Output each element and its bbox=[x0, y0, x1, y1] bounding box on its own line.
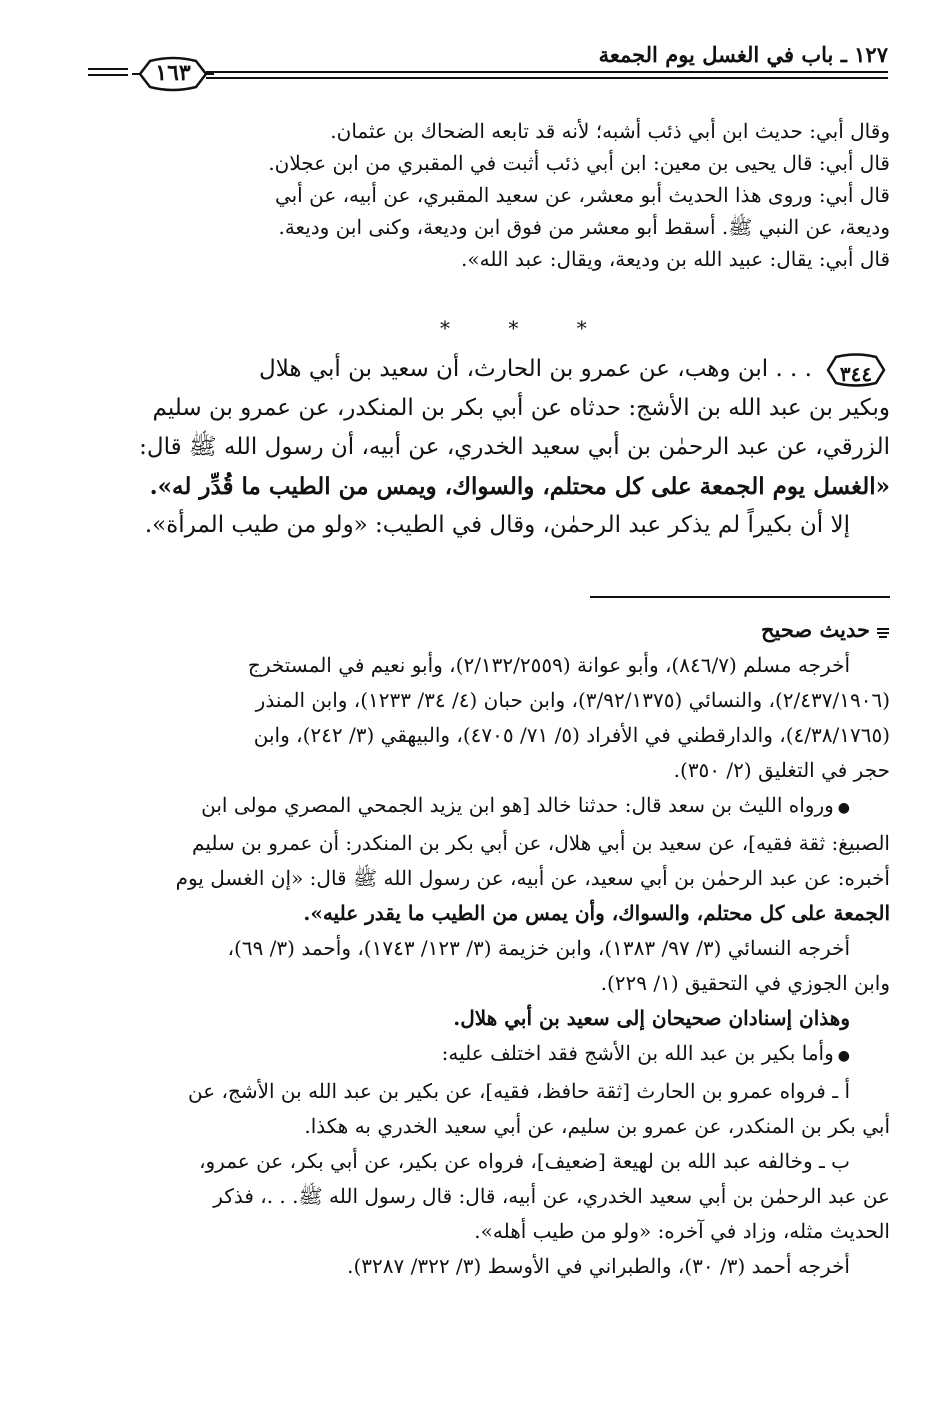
text-line: «الغسل يوم الجمعة على كل محتلم، والسواك، ويمس من الطيب ما قُدِّر له». bbox=[149, 473, 890, 500]
bullet-c-icon: ● bbox=[837, 800, 850, 816]
text-line: عن عبد الرحمٰن بن أبي سعيد الخدري، عن أبيه، قال: قال رسول الله ﷺ. . .، فذكر bbox=[213, 1184, 890, 1208]
text-line: ●وأما بكير بن عبد الله بن الأشج فقد اختلف عليه: bbox=[90, 1036, 890, 1074]
text-line: قال أبي: يقال: عبيد الله بن وديعة، ويقال: عبد الله». bbox=[461, 247, 890, 271]
text-line: إلا أن بكيراً لم يذكر عبد الرحمٰن، وقال في الطيب: «ولو من طيب المرأة». bbox=[144, 512, 850, 538]
hadith-grade: حديث صحيح bbox=[760, 617, 870, 642]
text-line: وبكير بن عبد الله بن الأشج: حدثاه عن أبي بكر بن المنكدر، عن عمرو بن سليم bbox=[152, 395, 890, 421]
pen-icon bbox=[876, 626, 890, 638]
text-line: الحديث مثله، وزاد في آخره: «ولو من طيب أهله». bbox=[474, 1219, 890, 1243]
text-line: (٤/٣٨/١٧٦٥)، والدارقطني في الأفراد (٥/ ٧١/ ٤٧٠٥)، والبيهقي (٣/ ٢٤٢)، وابن bbox=[253, 723, 890, 747]
page-number-badge bbox=[128, 55, 218, 93]
text-line: ب ـ وخالفه عبد الله بن لهيعة [ضعيف]، فرواه عن بكير، عن أبي بكر، عن عمرو، bbox=[199, 1149, 850, 1173]
header-rule-left bbox=[88, 68, 128, 80]
text-line: وديعة، عن النبي ﷺ. أسقط أبو معشر من فوق ابن وديعة، وكنى ابن وديعة. bbox=[278, 215, 890, 239]
text-line: وهذان إسنادان صحيحان إلى سعيد بن أبي هلال. bbox=[453, 1006, 850, 1030]
star-separator-icon: * * * bbox=[440, 316, 613, 340]
chapter-title: ١٢٧ ـ باب في الغسل يوم الجمعة bbox=[598, 42, 888, 67]
text-line: أخرجه أحمد (٣/ ٣٠)، والطبراني في الأوسط (٣/ ٣٢٢/ ٣٢٨٧). bbox=[347, 1254, 850, 1278]
text-line: وقال أبي: حديث ابن أبي ذئب أشبه؛ لأنه قد تابعه الضحاك بن عثمان. bbox=[330, 119, 890, 143]
top-text bbox=[110, 115, 890, 275]
text-line: أخرجه النسائي (٣/ ٩٧/ ١٣٨٣)، وابن خزيمة (٣/ ١٢٣/ ١٧٤٣)، وأحمد (٣/ ٦٩)، bbox=[227, 936, 850, 960]
page-number: ١٦٣ bbox=[155, 60, 191, 86]
commentary bbox=[90, 612, 890, 1284]
text-line: حجر في التغليق (٢/ ٣٥٠). bbox=[673, 758, 890, 782]
text-line: الزرقي، عن عبد الرحمٰن بن أبي سعيد الخدري، عن أبيه، أن رسول الله ﷺ قال: bbox=[139, 434, 890, 460]
hadith-number: ٣٤٤ bbox=[839, 362, 873, 386]
footnote-divider bbox=[590, 596, 890, 598]
text-line: (٢/٤٣٧/١٩٠٦)، والنسائي (٣/٩٢/١٣٧٥)، وابن حبان (٤/ ٣٤/ ١٢٣٣)، وابن المنذر bbox=[255, 688, 890, 712]
text-line: ●ورواه الليث بن سعد قال: حدثنا خالد [هو ابن يزيد الجمحي المصري مولى ابن bbox=[90, 788, 890, 826]
text-line: وابن الجوزي في التحقيق (١/ ٢٢٩). bbox=[600, 971, 890, 995]
text-line: . . . ابن وهب، عن عمرو بن الحارث، أن سعيد بن أبي هلال bbox=[258, 356, 812, 382]
text-line: أ ـ فرواه عمرو بن الحارث [ثقة حافظ، فقيه]، عن بكير بن عبد الله بن الأشج، عن bbox=[187, 1079, 850, 1103]
text-line: قال أبي: قال يحيى بن معين: ابن أبي ذئب أثبت في المقبري من ابن عجلان. bbox=[268, 151, 890, 175]
bullet-c-icon: ● bbox=[837, 1048, 850, 1064]
hadith-number-badge bbox=[822, 353, 890, 387]
text-line: أخرجه مسلم (٨٤٦/٧)، وأبو عوانة (٢/١٣٢/٢٥٥٩)، وأبو نعيم في المستخرج bbox=[247, 653, 850, 677]
page-header bbox=[88, 38, 888, 98]
text-line: الجمعة على كل محتلم، والسواك، وأن يمس من الطيب ما يقدر عليه». bbox=[303, 901, 890, 925]
text-line: أخبره: عن عبد الرحمٰن بن أبي سعيد، عن أبيه، عن رسول الله ﷺ قال: «إن الغسل يوم bbox=[175, 866, 890, 890]
hadith-text bbox=[90, 350, 890, 545]
hadith-first-line bbox=[90, 350, 890, 389]
text-line: قال أبي: وروى هذا الحديث أبو معشر، عن سعيد المقبري، عن أبيه، عن أبي bbox=[274, 183, 890, 207]
text-line: أبي بكر بن المنكدر، عن عمرو بن سليم، عن أبي سعيد الخدري به هكذا. bbox=[304, 1114, 890, 1138]
grade-line bbox=[90, 612, 890, 648]
header-rule bbox=[206, 77, 888, 79]
text-line: الصبيغ: ثقة فقيه]، عن سعيد بن أبي هلال، عن أبي بكر بن المنكدر: أن عمرو بن سليم bbox=[192, 831, 890, 855]
header-rule bbox=[206, 71, 888, 73]
